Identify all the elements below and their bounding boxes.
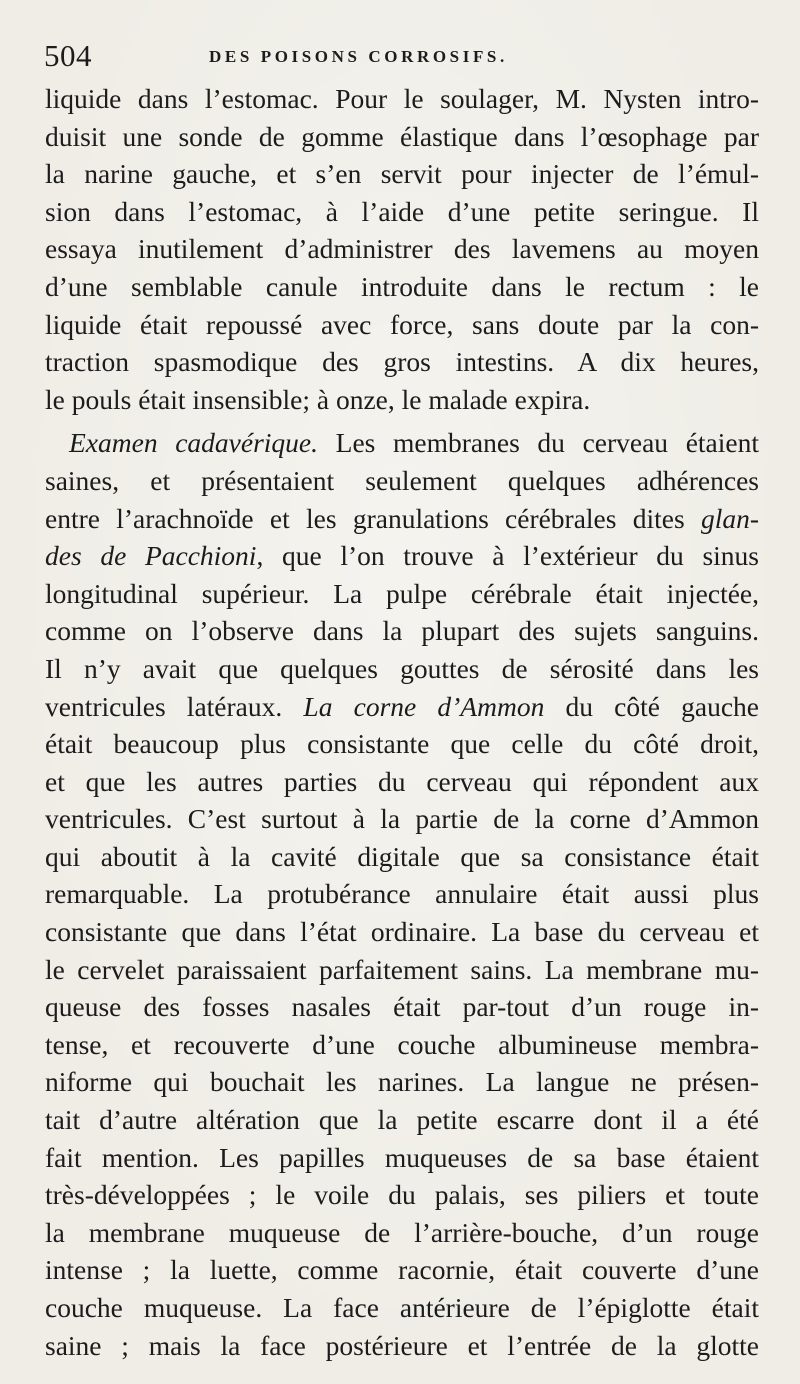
text-segment: traction spasmodique des gros intestins. A dix heures, <box>45 346 759 378</box>
text-line <box>45 612 759 650</box>
text-segment: intense ; la luette, comme racornie, était couverte d’une <box>45 1254 759 1286</box>
text-segment: d’une semblable canule introduite dans le rectum : le <box>45 270 759 302</box>
text-line <box>45 763 759 801</box>
page-header <box>44 36 760 82</box>
text-line <box>45 537 759 575</box>
text-segment: Il n’y avait que quelques gouttes de sérosité dans les <box>45 652 759 684</box>
text-segment: ventricules. C’est surtout à la partie de la corne d’Ammon <box>45 803 759 835</box>
page-number: 504 <box>44 38 92 73</box>
text-line <box>45 951 759 989</box>
text-line <box>45 1063 759 1101</box>
text-segment: Les membranes du cerveau étaient <box>318 427 759 459</box>
text-segment: queuse des fosses nasales était par-tout d’un rouge in- <box>45 991 759 1023</box>
text-segment: consistante que dans l’état ordinaire. La base du cerveau et <box>45 916 759 948</box>
text-segment: la narine gauche, et s’en servit pour injecter de l’émul- <box>45 158 759 190</box>
text-line <box>45 424 759 462</box>
text-segment: couche muqueuse. La face antérieure de l’épiglotte était <box>45 1292 759 1323</box>
text-line <box>45 1026 759 1064</box>
text-segment: du côté gauche <box>544 690 759 722</box>
text-line <box>45 1327 759 1365</box>
italic-text: des de Pacchioni <box>45 540 257 572</box>
text-line <box>45 575 759 613</box>
text-line <box>45 1214 759 1252</box>
text-segment: essaya inutilement d’administrer des lavemens au moyen <box>45 233 759 265</box>
text-segment: liquide dans l’estomac. Pour le soulager, M. Nysten intro- <box>45 83 759 114</box>
text-line <box>45 875 759 913</box>
text-segment: fait mention. Les papilles muqueuses de sa base étaient <box>45 1141 759 1173</box>
text-line <box>45 913 759 951</box>
text-line <box>45 725 759 763</box>
text-line <box>45 1139 759 1177</box>
text-line <box>45 500 759 538</box>
text-segment: , que l’on trouve à l’extérieur du sinus <box>256 540 759 572</box>
text-segment: longitudinal supérieur. La pulpe cérébrale était injectée, <box>45 577 759 609</box>
text-line <box>45 688 759 726</box>
italic-text: Examen cadavérique. <box>69 427 319 459</box>
text-line <box>45 118 759 156</box>
text-line <box>45 306 759 344</box>
text-line <box>45 650 759 688</box>
text-segment: remarquable. La protubérance annulaire était aussi plus <box>45 878 759 910</box>
text-segment: liquide était repoussé avec force, sans doute par la con- <box>45 308 759 340</box>
text-line <box>45 800 759 838</box>
text-segment: le cervelet paraissaient parfaitement sains. La membrane mu- <box>45 953 759 985</box>
text-segment: qui aboutit à la cavité digitale que sa consistance était <box>45 840 759 872</box>
text-line <box>45 343 759 381</box>
text-line <box>45 193 759 231</box>
text-line <box>45 230 759 268</box>
italic-text: La corne d’Ammon <box>303 690 545 722</box>
text-line <box>45 268 759 306</box>
text-line <box>45 988 759 1026</box>
text-segment: ventricules latéraux. <box>45 690 304 722</box>
text-segment: niforme qui bouchait les narines. La langue ne présen- <box>45 1066 759 1098</box>
text-line <box>45 462 759 500</box>
text-line <box>45 1251 759 1289</box>
text-line <box>45 1101 759 1139</box>
running-head: DES POISONS CORROSIFS. <box>209 47 508 66</box>
text-segment: saine ; mais la face postérieure et l’entrée de la glotte <box>45 1329 759 1361</box>
text-segment: comme on l’observe dans la plupart des sujets sanguins. <box>45 615 759 647</box>
text-line <box>45 381 759 419</box>
text-segment: entre l’arachnoïde et les granulations cérébrales dites <box>45 502 701 534</box>
text-segment: très-développées ; le voile du palais, ses piliers et toute <box>45 1179 759 1211</box>
text-segment: tait d’autre altération que la petite escarre dont il a été <box>45 1104 759 1136</box>
text-line <box>45 80 759 118</box>
text-segment: sion dans l’estomac, à l’aide d’une petite seringue. Il <box>45 195 759 227</box>
text-line <box>45 155 759 193</box>
text-segment: le pouls était insensible; à onze, le malade expira. <box>45 383 591 415</box>
text-line <box>45 1176 759 1214</box>
text-line <box>45 1289 759 1327</box>
text-segment: saines, et présentaient seulement quelques adhérences <box>45 464 759 496</box>
italic-text: glan- <box>700 502 759 534</box>
body-text <box>45 80 759 1364</box>
text-segment: duisit une sonde de gomme élastique dans l’œsophage par <box>45 120 759 152</box>
text-segment: tense, et recouverte d’une couche albumineuse membra- <box>45 1028 759 1060</box>
text-line <box>45 838 759 876</box>
text-segment: et que les autres parties du cerveau qui répondent aux <box>45 765 759 797</box>
text-segment: était beaucoup plus consistante que celle du côté droit, <box>45 728 759 760</box>
text-segment: la membrane muqueuse de l’arrière-bouche, d’un rouge <box>45 1216 759 1248</box>
